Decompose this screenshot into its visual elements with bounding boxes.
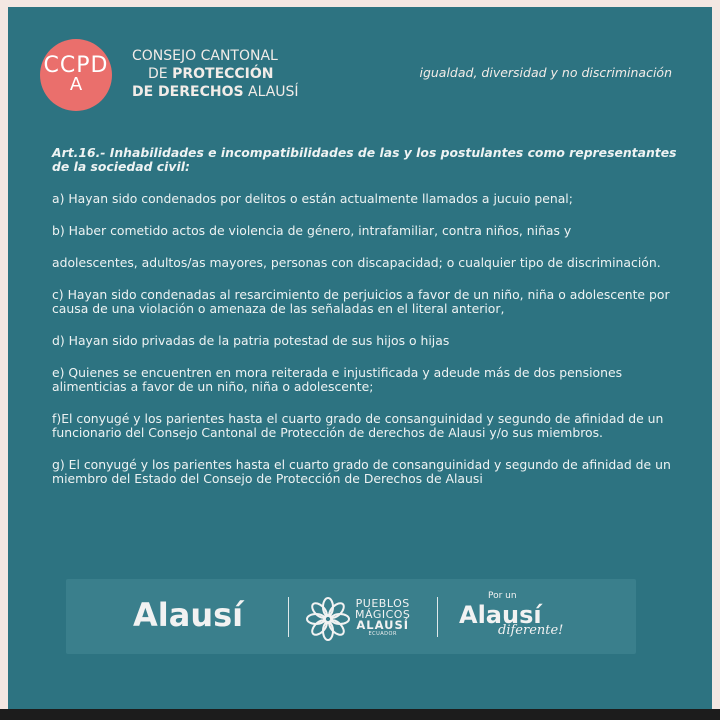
alausi-logo: Alausí [133,596,244,634]
post-panel [8,7,712,709]
org-line-3: DE DERECHOS ALAUSÍ [132,84,299,100]
org-line-2: DE PROTECCIÓN [148,66,274,82]
footer-logos [66,579,636,654]
pueblos-magicos-text: PUEBLOS MÁGICOS ALAUSÍ ECUADOR [355,597,411,637]
paragraph: e) Quienes se encuentren en mora reiterada e injustificada y adeude más de dos pensiones alimenticias a favor de un niño, niña o adolescente; [52,365,623,394]
logo-figure: A [69,74,83,95]
article-title: Art.16.- Inhabilidades e incompatibilidades de las y los postulantes como representantes de la sociedad civil: [52,145,677,174]
por-un-label: Por un [488,591,517,601]
paragraph: d) Hayan sido privadas de la patria potestad de sus hijos o hijas [52,333,450,348]
org-line-1: CONSEJO CANTONAL [132,48,278,64]
divider [437,597,438,637]
pueblos-magicos-flower-icon [306,597,350,641]
alausi-slogan-logo: Alausí [459,601,542,629]
paragraph: c) Hayan sido condenadas al resarcimiento de perjuicios a favor de un niño, niña o adolescente por causa de una violación o amenaza de las señaladas en el literal anterior, [52,287,670,316]
paragraph: g) El conyugé y los parientes hasta el cuarto grado de consanguinidad y segundo de afinidad de un miembro del Estado del Consejo de Protección de Derechos de Alausi [52,457,671,486]
logo-letters: CCPD [43,53,109,78]
diferente-label: diferente! [498,623,564,638]
article-content [52,146,682,504]
organization-name [132,47,299,101]
bottom-edge [0,709,720,720]
divider [288,597,289,637]
paragraph: f)El conyugé y los parientes hasta el cuarto grado de consanguinidad y segundo de afinidad de un funcionario del Consejo Cantonal de Protección de derechos de Alausi y/o sus miembros. [52,411,664,440]
ccpd-logo [40,39,112,111]
paragraph: a) Hayan sido condenados por delitos o están actualmente llamados a jucuio penal; [52,191,573,206]
slogan: igualdad, diversidad y no discriminación [419,65,672,80]
paragraph: adolescentes, adultos/as mayores, personas con discapacidad; o cualquier tipo de discriminación. [52,255,661,270]
paragraph: b) Haber cometido actos de violencia de género, intrafamiliar, contra niños, niñas y [52,223,572,238]
